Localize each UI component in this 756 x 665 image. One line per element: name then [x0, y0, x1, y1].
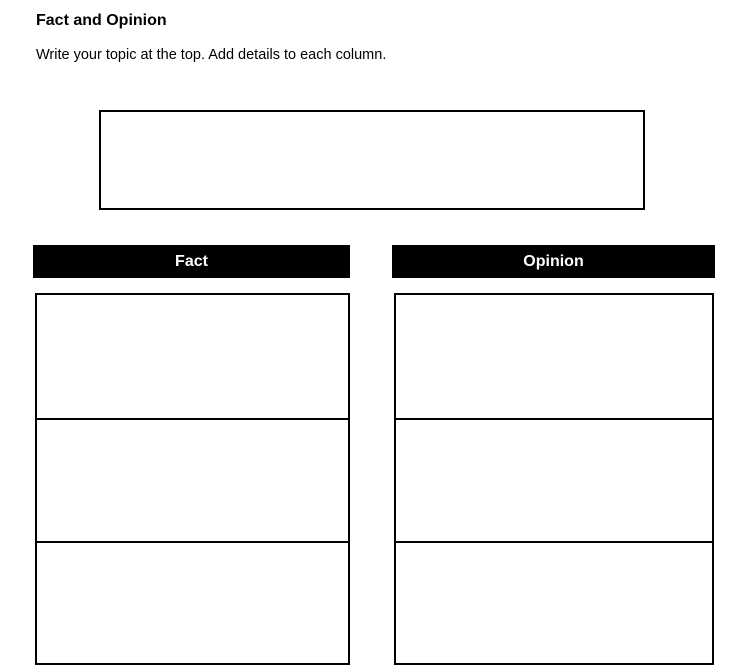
fact-cell-1[interactable]	[37, 295, 348, 420]
fact-column-header: Fact	[33, 245, 350, 278]
opinion-cell-1[interactable]	[396, 295, 712, 420]
fact-cell-2[interactable]	[37, 420, 348, 543]
fact-cell-3[interactable]	[37, 543, 348, 665]
opinion-cell-2[interactable]	[396, 420, 712, 543]
opinion-column	[394, 293, 714, 665]
opinion-cell-3[interactable]	[396, 543, 712, 665]
instructions-text: Write your topic at the top. Add details to each column.	[36, 47, 387, 63]
topic-input-box[interactable]	[99, 110, 645, 210]
opinion-column-header: Opinion	[392, 245, 715, 278]
fact-column	[35, 293, 350, 665]
page-title: Fact and Opinion	[36, 12, 167, 29]
